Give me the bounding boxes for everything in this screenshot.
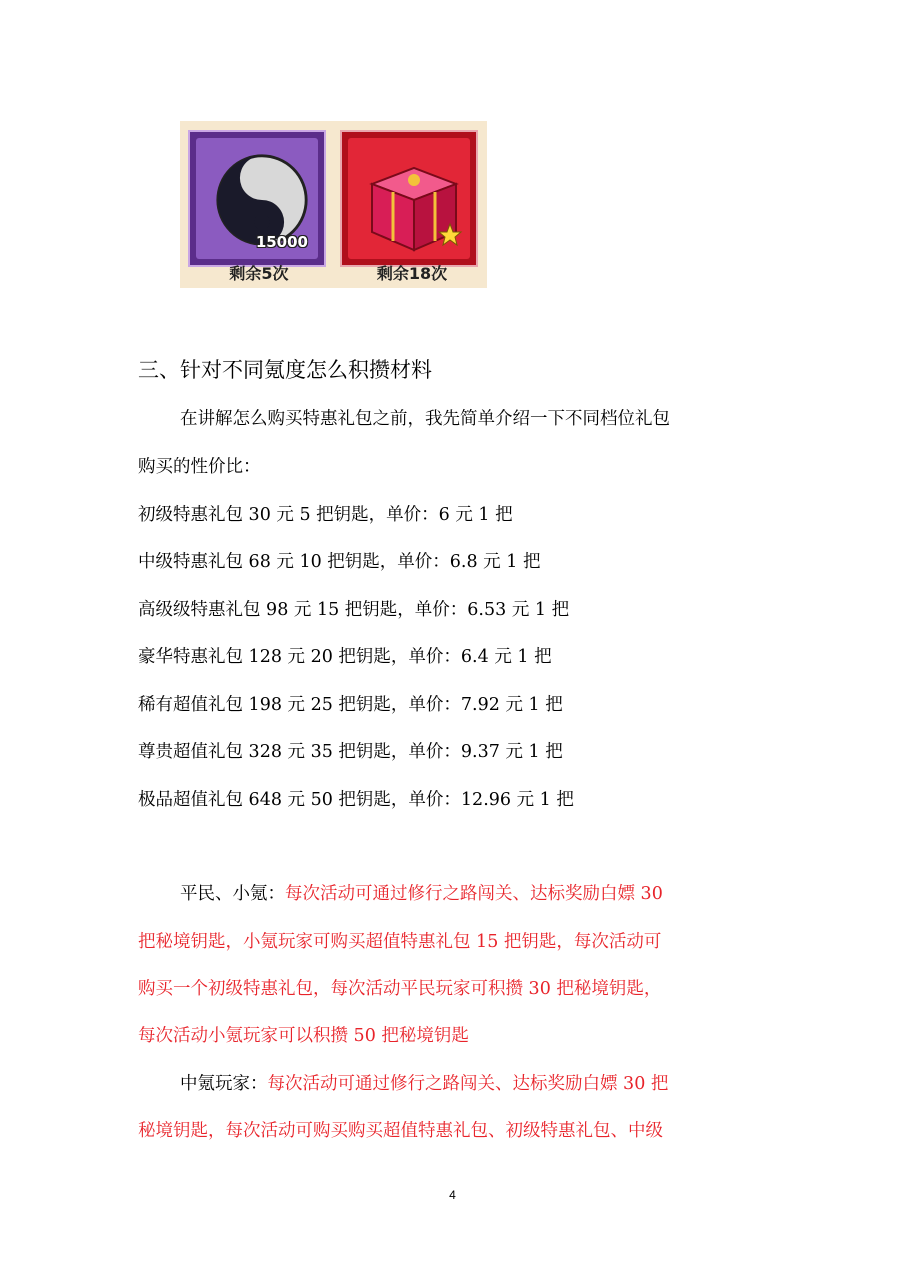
paragraph-line: 购买一个初级特惠礼包，每次活动平民玩家可积攒 30 把秘境钥匙， <box>138 979 662 999</box>
paragraph-text: 每次活动可通过修行之路闯关、达标奖励白嫖 30 <box>285 884 663 904</box>
intro-line: 在讲解怎么购买特惠礼包之前，我先简单介绍一下不同档位礼包 <box>180 409 670 429</box>
intro-line: 购买的性价比： <box>138 457 261 477</box>
paragraph-line <box>180 1070 668 1095</box>
pack-line: 中级特惠礼包 68 元 10 把钥匙，单价：6.8 元 1 把 <box>138 552 541 572</box>
pack-line: 初级特惠礼包 30 元 5 把钥匙，单价：6 元 1 把 <box>138 505 513 525</box>
paragraph-lead: 中氪玩家： <box>180 1074 268 1094</box>
paragraph-line <box>180 880 663 905</box>
item-quantity: 15000 <box>255 233 308 251</box>
remaining-count-label: 剩余18次 <box>376 264 448 283</box>
gift-box-item-card <box>340 130 478 267</box>
pack-line: 尊贵超值礼包 328 元 35 把钥匙，单价：9.37 元 1 把 <box>138 742 563 762</box>
pack-line: 高级级特惠礼包 98 元 15 把钥匙，单价：6.53 元 1 把 <box>138 600 570 620</box>
remaining-count-label: 剩余5次 <box>229 264 289 283</box>
pack-line: 豪华特惠礼包 128 元 20 把钥匙，单价：6.4 元 1 把 <box>138 647 552 667</box>
item-images <box>180 121 487 288</box>
page-number: 4 <box>449 1188 456 1202</box>
paragraph-line: 每次活动小氪玩家可以积攒 50 把秘境钥匙 <box>138 1026 469 1046</box>
paragraph-line: 把秘境钥匙，小氪玩家可购买超值特惠礼包 15 把钥匙，每次活动可 <box>138 932 662 952</box>
section-heading: 三、针对不同氪度怎么积攒材料 <box>138 358 432 382</box>
pack-line: 稀有超值礼包 198 元 25 把钥匙，单价：7.92 元 1 把 <box>138 695 563 715</box>
pack-line: 极品超值礼包 648 元 50 把钥匙，单价：12.96 元 1 把 <box>138 790 574 810</box>
paragraph-lead: 平民、小氪： <box>180 884 285 904</box>
paragraph-text: 每次活动可通过修行之路闯关、达标奖励白嫖 30 把 <box>267 1074 669 1094</box>
yin-yang-item-card <box>188 130 326 267</box>
gift-box-icon <box>358 154 470 258</box>
paragraph-line: 秘境钥匙，每次活动可购买购买超值特惠礼包、初级特惠礼包、中级 <box>138 1121 663 1141</box>
